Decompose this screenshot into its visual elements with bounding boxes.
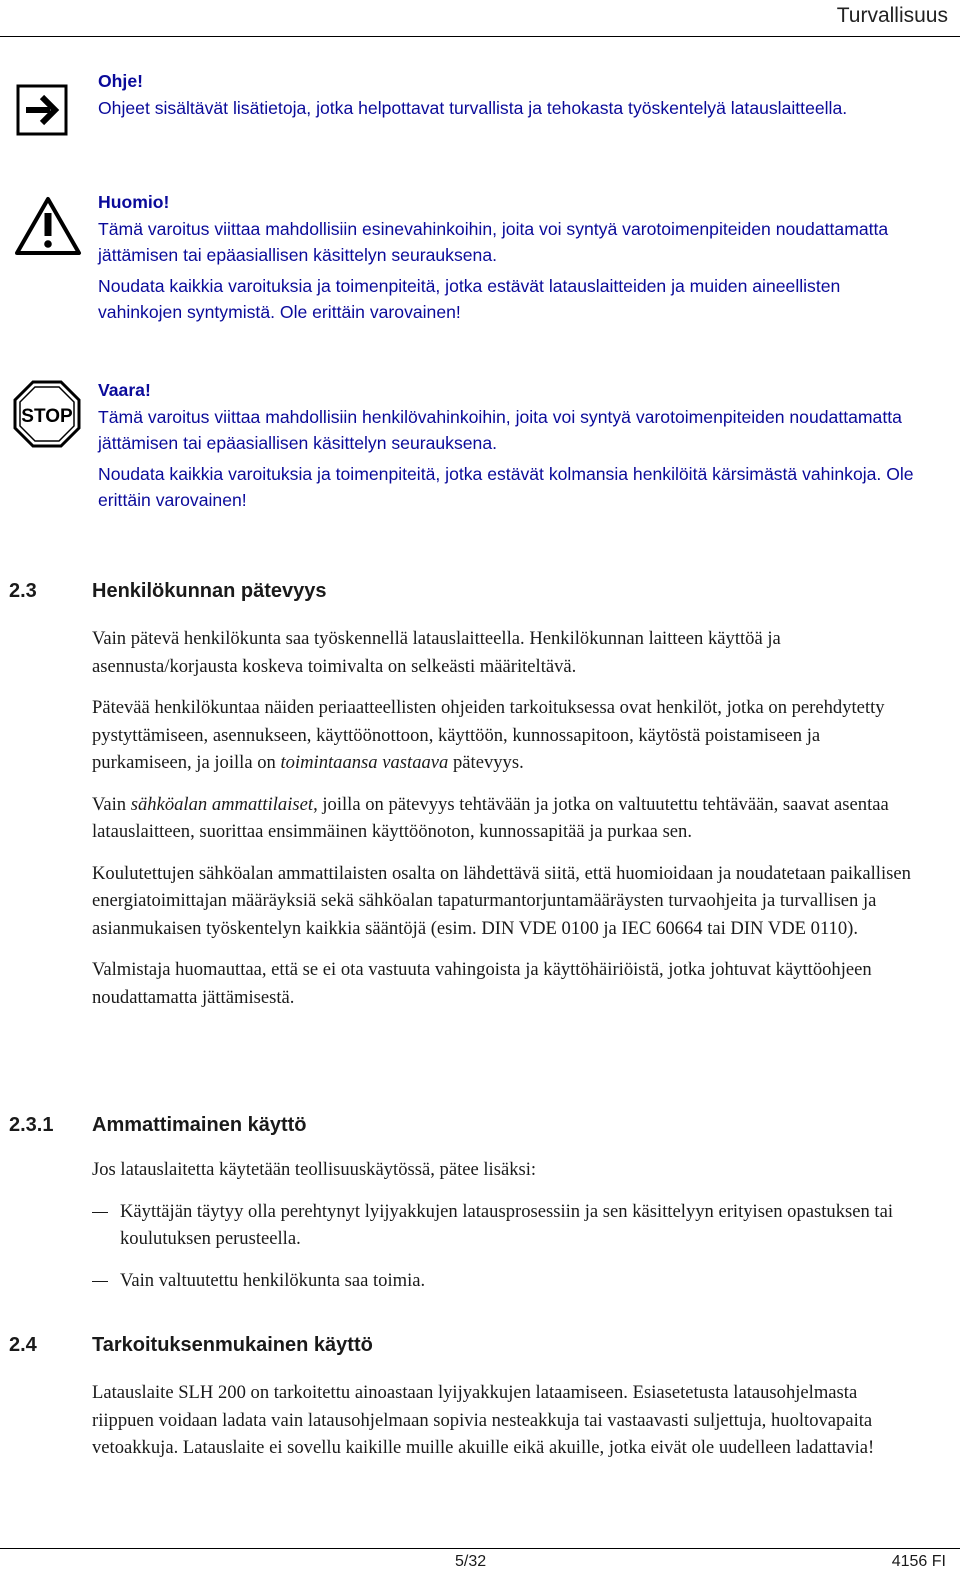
- header-rule: [0, 36, 960, 37]
- notice-title: Vaara!: [98, 380, 151, 400]
- notice-text: Tämä varoitus viittaa mahdollisiin esinevahinkoihin, joita voi syntyä varotoimenpiteiden noudattamatta jättämisen tai epäasiallisen käsittelyn seurauksena.: [98, 218, 889, 265]
- arrow-right-icon: [16, 84, 68, 141]
- paragraph: Valmistaja huomauttaa, että se ei ota vastuuta vahingoista ja käyttöhäiriöistä, jotka johtuvat käyttöohjeen noudattamatta jättämisestä.: [92, 959, 872, 1008]
- section-2-3-body: [92, 625, 922, 1025]
- notice-text: Noudata kaikkia varoituksia ja toimenpiteitä, jotka estävät latauslaitteiden ja muiden aineellisten vahinkojen syntymistä. Ole erittäin varovainen!: [98, 275, 841, 322]
- page-number: 5/32: [455, 1553, 487, 1570]
- section-number: 2.3: [9, 580, 37, 602]
- notice-title: Ohje!: [98, 71, 143, 91]
- section-title: Tarkoituksenmukainen käyttö: [92, 1334, 373, 1356]
- list-item: Käyttäjän täytyy olla perehtynyt lyijyakkujen latausprosessiin ja sen käsittelyyn erityisen opastuksen tai koulutuksen perusteella.: [92, 1198, 922, 1253]
- paragraph: Pätevää henkilökuntaa näiden periaatteellisten ohjeiden tarkoituksessa ovat henkilöt, jotka on perehdytetty pystyttämiseen, asennukseen, käyttöönottoon, käyttöön, kunnossapitoon, käytöstä poistamiseen ja purkamiseen, ja joilla on toimintaansa vastaava pätevyys.: [92, 697, 885, 773]
- bullet-list: [92, 1198, 922, 1295]
- paragraph: Vain pätevä henkilökunta saa työskennellä latauslaitteella. Henkilökunnan laitteen käyttöä ja asennusta/korjausta koskeva toimivalta on selkeästi määriteltävä.: [92, 628, 781, 677]
- paragraph: Jos latauslaitetta käytetään teollisuuskäytössä, pätee lisäksi:: [92, 1159, 537, 1180]
- stop-sign-icon: [13, 380, 81, 453]
- section-2-4-body: [92, 1379, 922, 1476]
- stop-sign-label: STOP: [21, 406, 73, 427]
- notice-text: Ohjeet sisältävät lisätietoja, jotka helpottavat turvallista ja tehokasta työskentelyä latauslaitteella.: [98, 97, 848, 118]
- footer-rule: [0, 1548, 960, 1549]
- notice-title: Huomio!: [98, 192, 170, 212]
- warning-triangle-icon: [14, 196, 82, 261]
- notice-huomio: [98, 189, 928, 326]
- section-2-3-1-body: [92, 1156, 922, 1308]
- notice-vaara: [98, 377, 928, 514]
- paragraph: Latauslaite SLH 200 on tarkoitettu ainoastaan lyijyakkujen lataamiseen. Esiasetetusta latausohjelmasta riippuen voidaan ladata vain latausohjelmaan sopivia nesteakkuja tai vastaavasti suljettuja, huoltovapaita vetoakkuja. Latauslaite ei sovellu kaikille muille akuille eikä akuille, jotka eivät ole uudelleen ladattavia!: [92, 1382, 875, 1458]
- notice-text: Noudata kaikkia varoituksia ja toimenpiteitä, jotka estävät kolmansia henkilöitä kärsimästä vahinkoja. Ole erittäin varovainen!: [98, 463, 914, 510]
- paragraph: Vain sähköalan ammattilaiset, joilla on pätevyys tehtävään ja jotka on valtuutettu tehtävään, saavat asentaa latauslaitteen, suorittaa ensimmäinen käyttöönoton, kunnossapitää ja purkaa sen.: [92, 793, 889, 842]
- section-number: 2.3.1: [9, 1114, 54, 1136]
- document-id: 4156 FI: [891, 1553, 946, 1570]
- section-title: Henkilökunnan pätevyys: [92, 580, 327, 602]
- notice-text: Tämä varoitus viittaa mahdollisiin henkilövahinkoihin, joita voi syntyä varotoimenpiteiden noudattamatta jättämisen tai epäasiallisen käsittelyn seurauksena.: [98, 406, 902, 453]
- paragraph: Koulutettujen sähköalan ammattilaisten osalta on lähdettävä siitä, että huomioidaan ja noudatetaan paikallisen energiatoimittajan määräyksiä sekä sähköalan tapaturmantorjuntamääräysten turvaohjeita ja turvallisen ja asianmukaisen työskentelyn kaikkia sääntöjä (esim. DIN VDE 0100 ja IEC 60664 tai DIN VDE 0110).: [92, 862, 911, 939]
- section-title: Ammattimainen käyttö: [92, 1114, 307, 1136]
- list-item: Vain valtuutettu henkilökunta saa toimia.: [92, 1267, 922, 1295]
- notice-ohje: [98, 68, 928, 121]
- header-section-title: Turvallisuus: [836, 4, 948, 27]
- section-number: 2.4: [9, 1334, 37, 1356]
